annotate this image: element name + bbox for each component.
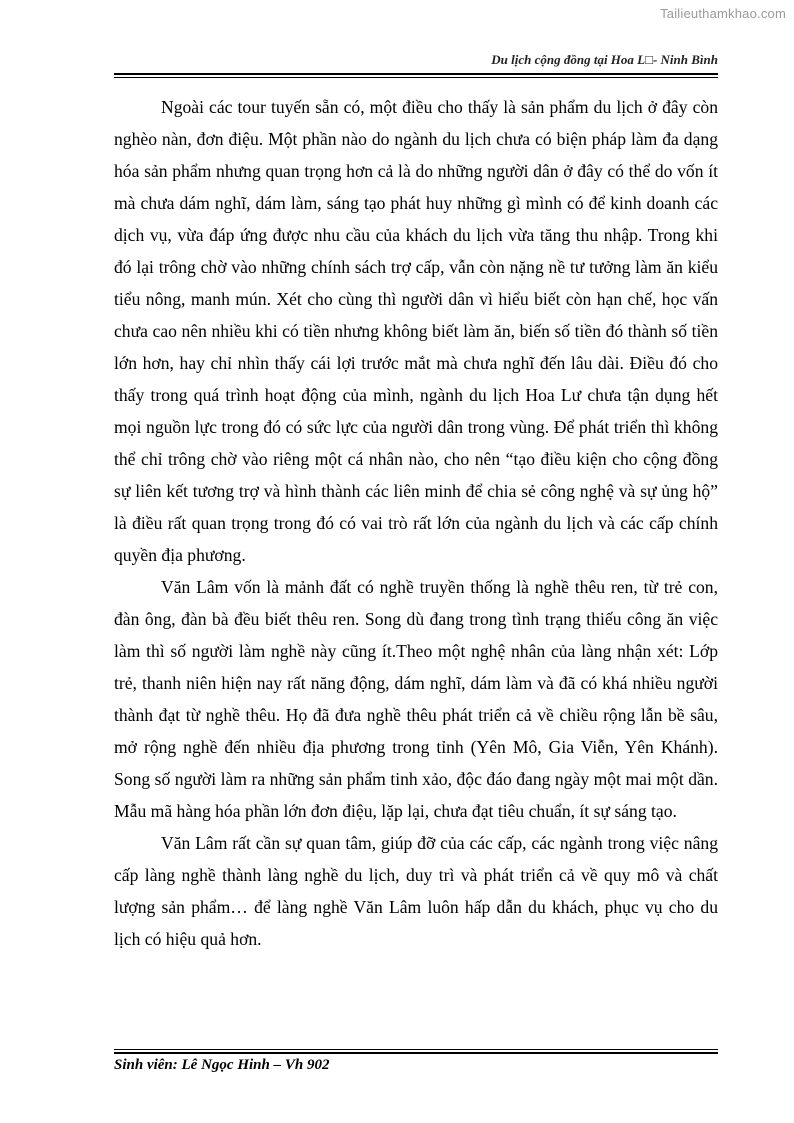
footer-student: Sinh viên: Lê Ngọc Hinh – Vh 902 — [114, 1057, 330, 1073]
paragraph-3: Văn Lâm rất cần sự quan tâm, giúp đỡ của các cấp, các ngành trong việc nâng cấp làng nghề thành làng nghề du lịch, duy trì và phát triển cả về quy mô và chất lượng sản phẩm… để làng nghề Văn Lâm luôn hấp dẫn du khách, phục vụ cho du lịch có hiệu quả hơn. — [114, 833, 718, 949]
paragraph-2: Văn Lâm vốn là mảnh đất có nghề truyền thống là nghề thêu ren, từ trẻ con, đàn ông, đàn bà đều biết thêu ren. Song dù đang trong tình trạng thiếu công ăn việc làm thì số người làm nghề này cũng ít.Theo một nghệ nhân của làng nhận xét: Lớp trẻ, thanh niên hiện nay rất năng động, dám nghĩ, dám làm và đã có khá nhiều người thành đạt từ nghề thêu. Họ đã đưa nghề thêu phát triển cả về chiều rộng lẫn bề sâu, mở rộng nghề đến nhiều địa phương trong tỉnh (Yên Mô, Gia Viễn, Yên Khánh). Song số người làm ra những sản phẩm tinh xảo, độc đáo đang ngày một mai một dần. Mẫu mã hàng hóa phần lớn đơn điệu, lặp lại, chưa đạt tiêu chuẩn, ít sự sáng tạo. — [114, 577, 718, 821]
paragraph-1: Ngoài các tour tuyến sẵn có, một điều cho thấy là sản phẩm du lịch ở đây còn nghèo nàn, đơn điệu. Một phần nào do ngành du lịch chưa có biện pháp làm đa dạng hóa sản phẩm nhưng quan trọng hơn cả là do những người dân ở đây có thể do vốn ít mà chưa dám nghĩ, dám làm, sáng tạo phát huy những gì mình có để kinh doanh các dịch vụ, vừa đáp ứng được nhu cầu của khách du lịch vừa tăng thu nhập. Trong khi đó lại trông chờ vào những chính sách trợ cấp, vẫn còn nặng nề tư tưởng làm ăn kiểu tiểu nông, manh mún. Xét cho cùng thì người dân vì hiểu biết còn hạn chế, học vấn chưa cao nên nhiều khi có tiền nhưng không biết làm ăn, biến số tiền đó thành số tiền lớn hơn, hay chỉ nhìn thấy cái lợi trước mắt mà chưa nghĩ đến lâu dài. Điều đó cho thấy trong quá trình hoạt động của mình, ngành du lịch Hoa Lư chưa tận dụng hết mọi nguồn lực trong đó có sức lực của người dân trong vùng. Để phát triển thì không thể chỉ trông chờ vào riêng một cá nhân nào, cho nên “tạo điều kiện cho cộng đồng sự liên kết tương trợ và hình thành các liên minh để chia sẻ công nghệ và sự ủng hộ” là điều rất quan trọng trong đó có vai trò rất lớn của ngành du lịch và các cấp chính quyền địa phương. — [114, 97, 718, 565]
header-rule-thick — [114, 73, 718, 75]
running-header: Du lịch cộng đồng tại Hoa L□- Ninh Bình — [491, 52, 718, 67]
watermark: Tailieuthamkhao.com — [660, 6, 786, 21]
header-rule-thin — [114, 77, 718, 78]
body-text — [114, 91, 718, 955]
footer-rule-thick — [114, 1052, 718, 1054]
footer-rule-thin — [114, 1049, 718, 1050]
